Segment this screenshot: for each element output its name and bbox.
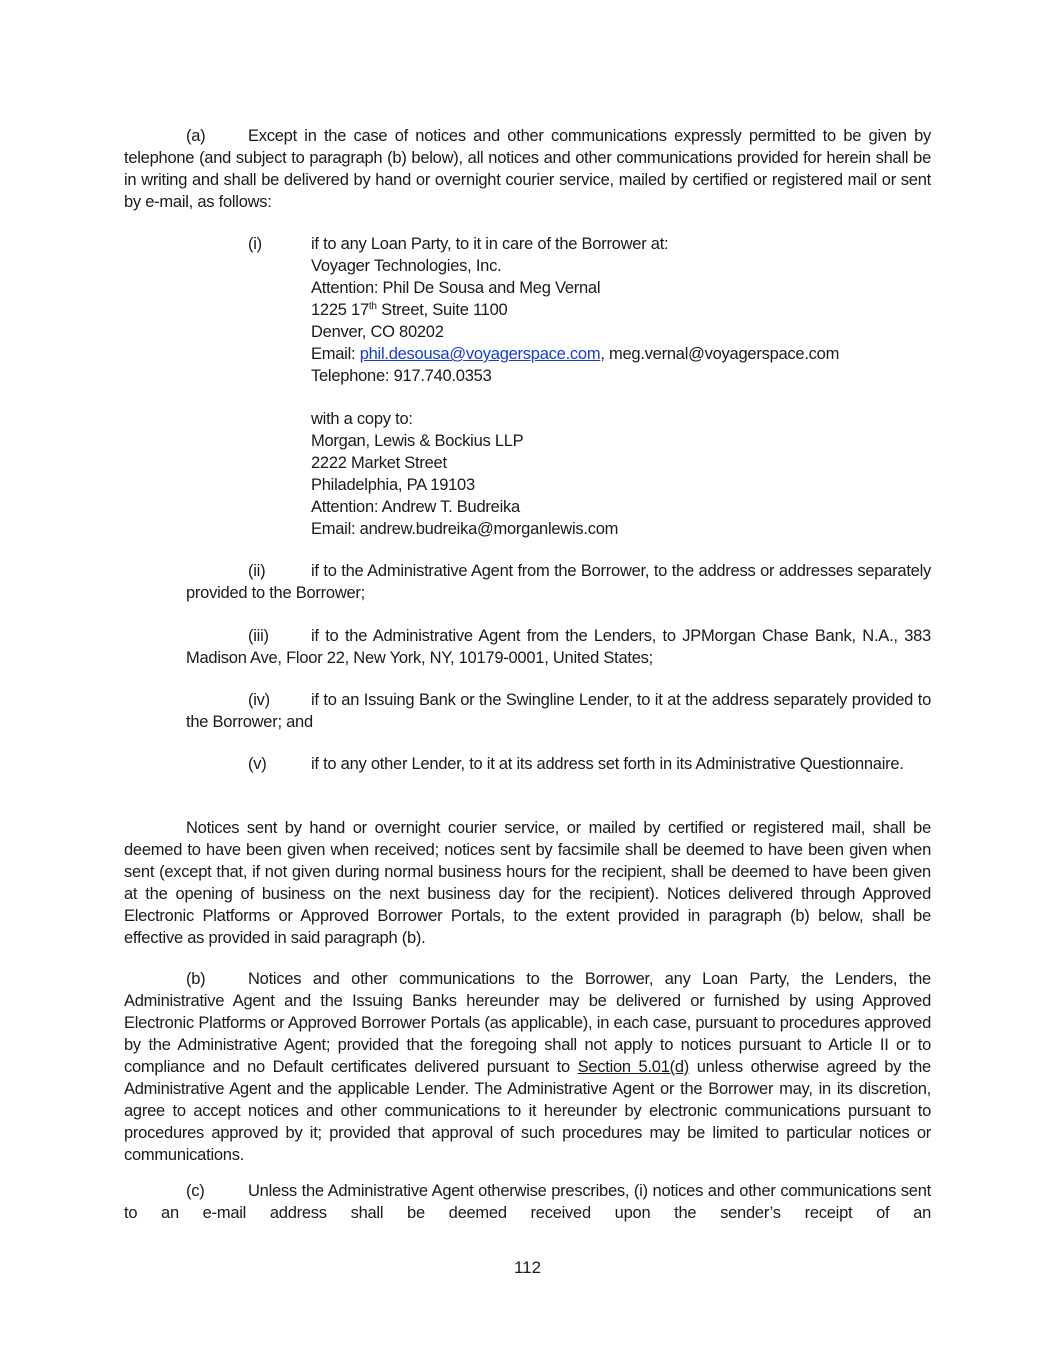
item-iii-marker: (iii)	[248, 627, 269, 645]
page-number: 112	[513, 1258, 542, 1277]
paragraph-b-marker: (b)	[186, 970, 206, 988]
item-i-telephone: Telephone: 917.740.0353	[311, 367, 492, 385]
section-reference: Section 5.01(d)	[577, 1058, 690, 1076]
item-i-city: Denver, CO 80202	[311, 323, 444, 341]
paragraph-a-marker: (a)	[186, 127, 206, 145]
item-v-text: if to any other Lender, to it at its address set forth in its Administrative Questionnaire.	[311, 755, 904, 773]
item-i-attention: Attention: Phil De Sousa and Meg Vernal	[311, 279, 601, 297]
copy-attention: Attention: Andrew T. Budreika	[311, 498, 520, 516]
paragraph-c-marker: (c)	[186, 1182, 205, 1200]
item-iii	[186, 625, 931, 669]
paragraph-c	[124, 1180, 931, 1224]
paragraph-b	[124, 968, 931, 1166]
item-i-company: Voyager Technologies, Inc.	[311, 257, 502, 275]
item-v	[186, 753, 931, 775]
paragraph-c-text: Unless the Administrative Agent otherwise prescribes, (i) notices and other communications sent to an e-mail address shall be deemed received upon the sender’s receipt of an	[124, 1182, 931, 1222]
paragraph-a-text: Except in the case of notices and other communications expressly permitted to be given by telephone (and subject to paragraph (b) below), all notices and other communications provided for herein shall be in writing and shall be delivered by hand or overnight courier service, mailed by certified or registered mail or sent by e-mail, as follows:	[124, 127, 931, 211]
item-i-address-block	[311, 233, 931, 540]
street-rest: Street, Suite 1100	[376, 301, 508, 319]
street-number: 1225 17	[311, 301, 369, 319]
item-ii-marker: (ii)	[248, 562, 266, 580]
item-v-marker: (v)	[248, 755, 267, 773]
item-iv	[186, 689, 931, 733]
email-label: Email:	[311, 345, 360, 363]
paragraph-a	[124, 125, 931, 213]
copy-heading: with a copy to:	[311, 410, 413, 428]
paragraph-notices: Notices sent by hand or overnight courier service, or mailed by certified or registered mail, shall be deemed to have been given when received; notices sent by facsimile shall be deemed to have been given when sent (except that, if not given during normal business hours for the recipient, shall be deemed to have been given at the opening of business on the next business day for the recipient). Notices delivered through Approved Electronic Platforms or Approved Borrower Portals, to the extent provided in paragraph (b) below, shall be effective as provided in said paragraph (b).	[124, 819, 931, 947]
street-ordinal: th	[368, 301, 377, 312]
paragraph-b-text-before: Notices and other communications to the Borrower, any Loan Party, the Lenders, the Administrative Agent and the Issuing Banks hereunder may be delivered or furnished by using Approved Electronic Platforms or Approved Borrower Portals (as applicable), in each case, pursuant to procedures approved by the Administrative Agent; provided that the foregoing shall not apply to notices pursuant to Article II or to compliance and no Default certificates delivered pursuant to	[124, 970, 931, 1076]
item-ii-text: if to the Administrative Agent from the Borrower, to the address or addresses separately provided to the Borrower;	[186, 562, 931, 602]
item-i-marker: (i)	[248, 235, 262, 253]
email-link[interactable]: phil.desousa@voyagerspace.com	[359, 345, 601, 363]
email-rest: , meg.vernal@voyagerspace.com	[600, 345, 840, 363]
copy-street: 2222 Market Street	[311, 454, 447, 472]
paragraph-b-text-after: unless otherwise agreed by the Administrative Agent and the applicable Lender. The Administrative Agent or the Borrower may, in its discretion, agree to accept notices and other communications to it hereunder by electronic communications pursuant to procedures approved by it; provided that approval of such procedures may be limited to particular notices or communications.	[124, 1058, 931, 1164]
item-iv-text: if to an Issuing Bank or the Swingline Lender, to it at the address separately provided to the Borrower; and	[186, 691, 931, 731]
item-iii-text: if to the Administrative Agent from the Lenders, to JPMorgan Chase Bank, N.A., 383 Madison Ave, Floor 22, New York, NY, 10179-0001, United States;	[186, 627, 931, 667]
item-i-line1: if to any Loan Party, to it in care of the Borrower at:	[311, 235, 669, 253]
item-i-email	[311, 343, 931, 365]
item-i-street	[311, 299, 931, 321]
copy-email: Email: andrew.budreika@morganlewis.com	[311, 520, 619, 538]
copy-city: Philadelphia, PA 19103	[311, 476, 475, 494]
item-ii	[186, 560, 931, 604]
item-iv-marker: (iv)	[248, 691, 270, 709]
copy-firm: Morgan, Lewis & Bockius LLP	[311, 432, 524, 450]
